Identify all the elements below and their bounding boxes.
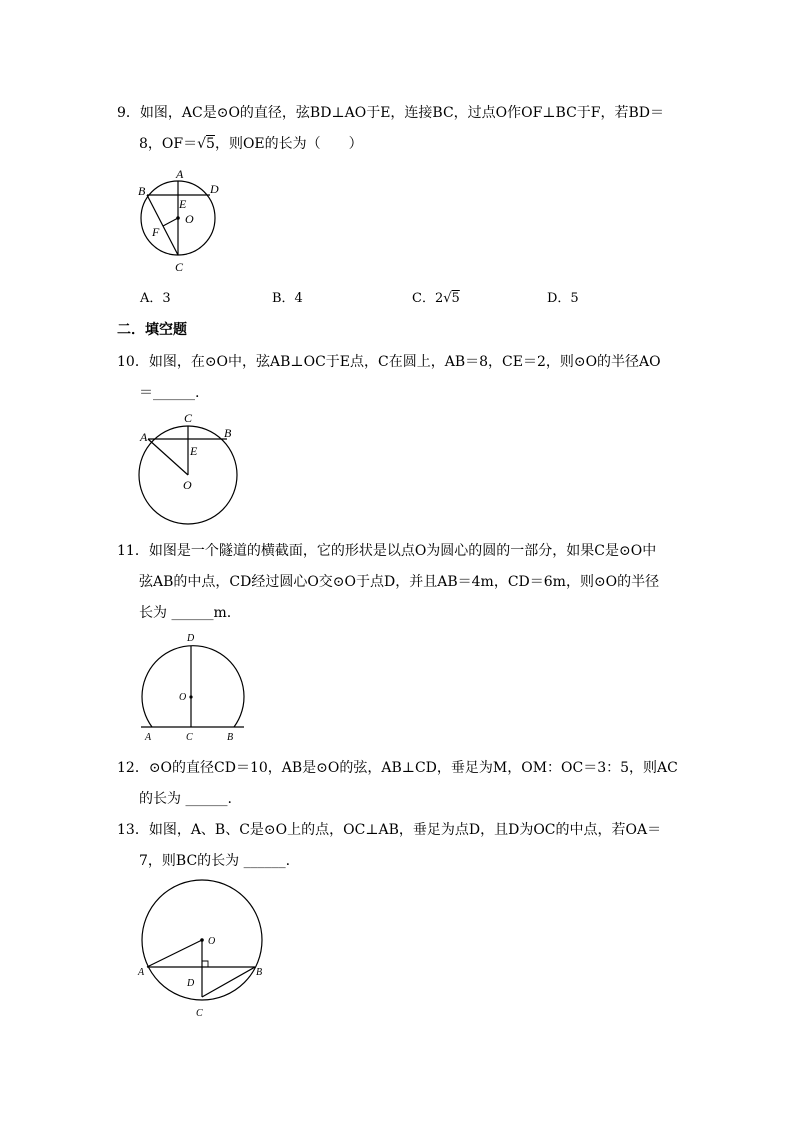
q9-label-a: A bbox=[176, 167, 184, 181]
q11-label-o: O bbox=[179, 692, 187, 703]
q9-option-a: A．3 bbox=[140, 291, 171, 306]
q13-right-angle-mark bbox=[202, 961, 208, 967]
q9-label-c: C bbox=[175, 260, 184, 274]
q13-segment-oa bbox=[147, 940, 202, 967]
q10-label-o: O bbox=[183, 478, 192, 492]
q9-label-d: D bbox=[210, 182, 219, 196]
q10-label-b: B bbox=[224, 426, 232, 440]
q11-line-3: 长为 ______m. bbox=[139, 605, 232, 621]
q13-label-d: D bbox=[187, 978, 195, 989]
q11-label-c: C bbox=[186, 732, 193, 743]
q9-figure bbox=[130, 165, 230, 275]
q9-option-b: B．4 bbox=[272, 291, 303, 306]
q9-label-o: O bbox=[185, 212, 194, 226]
q9-radicand: 5 bbox=[206, 136, 215, 152]
q9-line-2 bbox=[139, 134, 363, 154]
q13-line-1: 13．如图，A、B、C是⊙O上的点，OC⊥AB，垂足为点D，且D为OC的中点，若OA＝ bbox=[117, 822, 662, 838]
q10-line-2: ＝______. bbox=[139, 385, 200, 401]
q13-center-dot bbox=[200, 938, 204, 942]
q13-label-a: A bbox=[138, 967, 145, 978]
sqrt-symbol: √ bbox=[197, 136, 207, 152]
q11-center-dot bbox=[189, 695, 192, 698]
q13-figure bbox=[132, 875, 272, 1025]
q10-segment-ao bbox=[148, 439, 188, 475]
q9-label-e: E bbox=[179, 197, 187, 211]
q11-figure bbox=[135, 630, 255, 745]
q11-line-1: 11．如图是一个隧道的横截面，它的形状是以点O为圆心的圆的一部分，如果C是⊙O中 bbox=[117, 543, 657, 559]
q11-label-d: D bbox=[187, 633, 195, 644]
q12-line-1: 12．⊙O的直径CD＝10，AB是⊙O的弦，AB⊥CD，垂足为M，OM：OC＝3：5，则AC bbox=[117, 760, 678, 776]
q10-label-c: C bbox=[184, 411, 193, 425]
q9-line-2-pre: 8，OF＝ bbox=[139, 136, 198, 152]
q13-label-o: O bbox=[208, 936, 216, 947]
q9-segment-of bbox=[163, 218, 178, 226]
q11-label-a: A bbox=[145, 732, 152, 743]
q10-figure bbox=[128, 410, 248, 530]
q9-option-c bbox=[412, 289, 460, 309]
q9-line-2-post: ，则OE的长为（ ） bbox=[214, 136, 363, 152]
q9-label-b: B bbox=[138, 184, 146, 198]
q13-label-c: C bbox=[196, 1008, 203, 1019]
q10-label-e: E bbox=[190, 444, 198, 458]
q9-line-1: 9．如图，AC是⊙O的直径，弦BD⊥AO于E，连接BC，过点O作OF⊥BC于F，若BD＝ bbox=[117, 105, 665, 121]
q9-option-d: D．5 bbox=[547, 291, 579, 306]
q12-line-2: 的长为 ______. bbox=[139, 791, 232, 807]
sqrt-symbol: √ bbox=[443, 291, 452, 306]
q11-label-b: B bbox=[227, 732, 234, 743]
q11-arc bbox=[142, 646, 244, 727]
q9-center-dot bbox=[176, 216, 180, 220]
q10-label-a: A bbox=[140, 430, 148, 444]
section-heading: 二．填空题 bbox=[117, 322, 187, 338]
q13-segment-bc bbox=[202, 967, 255, 997]
q9-label-f: F bbox=[152, 225, 160, 239]
q13-line-2: 7，则BC的长为 ______. bbox=[139, 853, 291, 869]
q11-line-2: 弦AB的中点，CD经过圆心O交⊙O于点D，并且AB＝4m，CD＝6m，则⊙O的半径 bbox=[139, 574, 660, 590]
q9-option-c-radicand: 5 bbox=[451, 291, 460, 306]
q9-option-c-pre: C．2 bbox=[412, 291, 444, 306]
q10-line-1: 10．如图，在⊙O中，弦AB⊥OC于E点，C在圆上，AB＝8，CE＝2，则⊙O的半径AO bbox=[117, 354, 661, 370]
q13-label-b: B bbox=[256, 967, 263, 978]
